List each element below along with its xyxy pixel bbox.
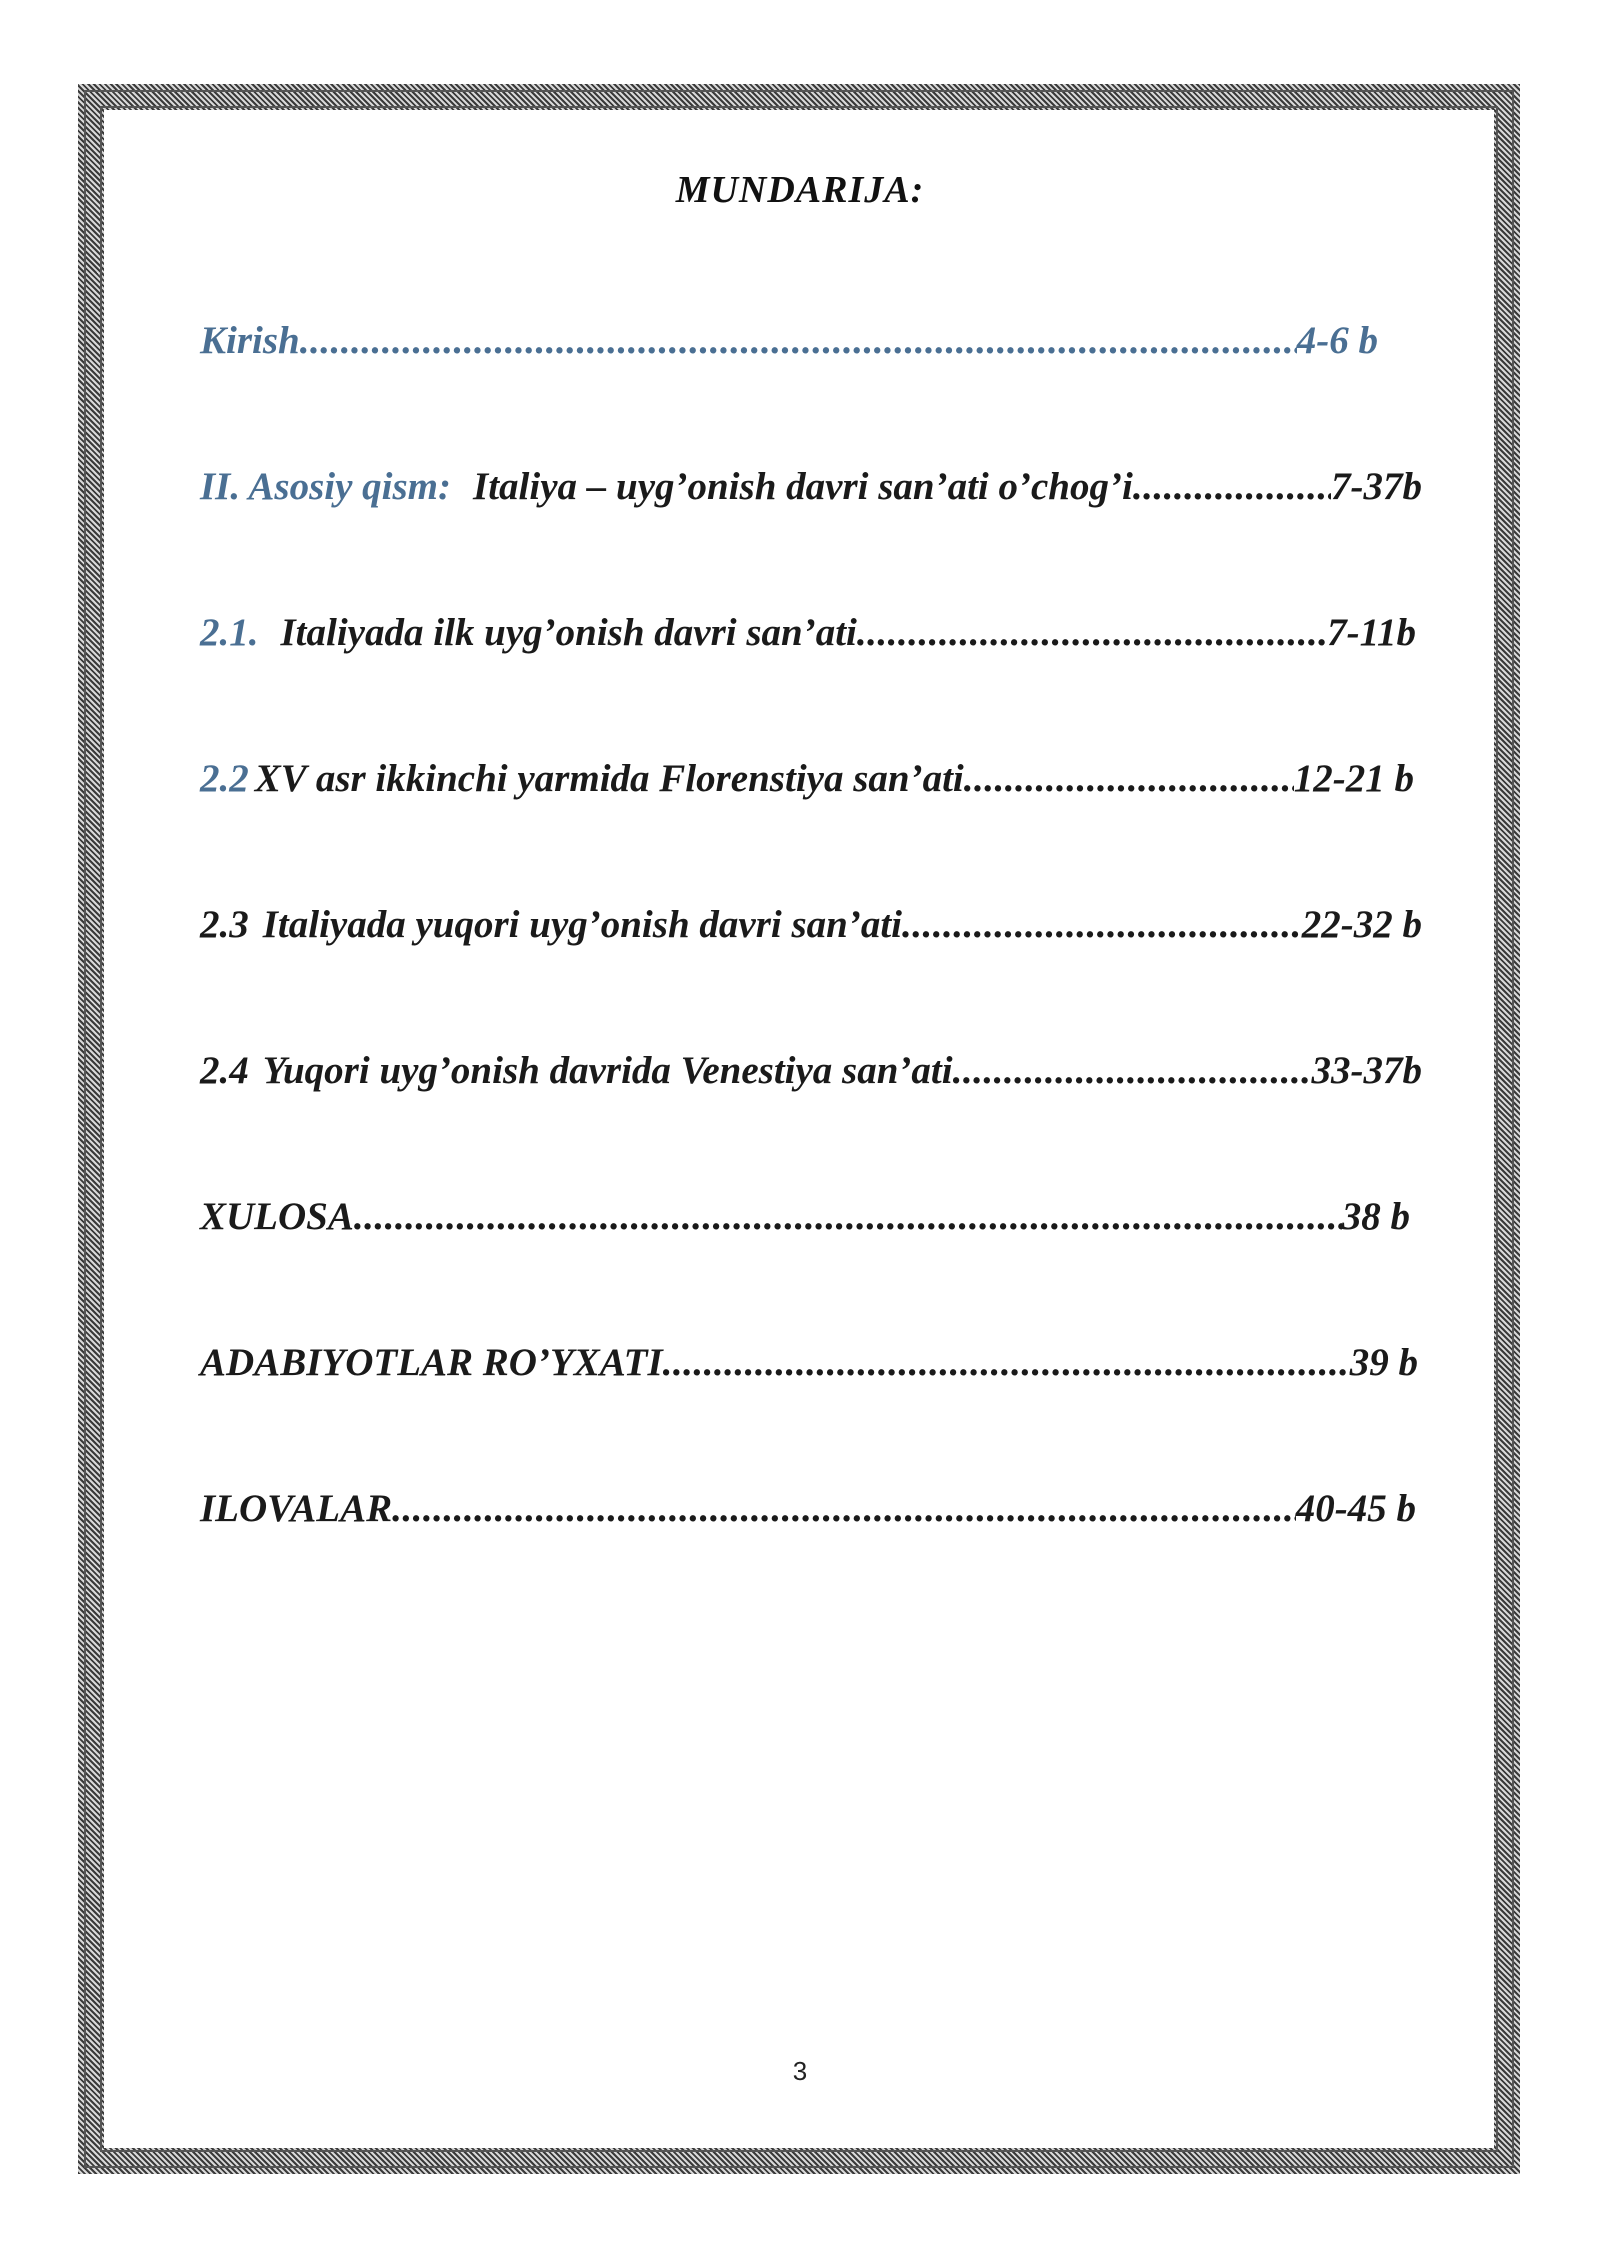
toc-leader-dots — [902, 902, 1302, 947]
toc-entry-pages: 4-6 b — [1296, 319, 1378, 362]
toc-entry-pages: 22-32 b — [1301, 903, 1422, 946]
toc-leader-dots — [857, 610, 1327, 655]
toc-entry-prefix: 2.3 — [200, 903, 249, 946]
toc-entry-2-3[interactable] — [200, 902, 1422, 952]
toc-entry-title: XULOSA — [200, 1195, 354, 1238]
toc-entry-2-1[interactable] — [200, 610, 1416, 660]
toc-entry-adabiyotlar[interactable] — [200, 1340, 1418, 1390]
toc-entry-title: Italiyada ilk uyg’onish davri san’ati — [280, 611, 857, 654]
toc-leader-dots — [300, 318, 1297, 363]
toc-entry-title: ADABIYOTLAR RO’YXATI — [200, 1341, 663, 1384]
toc-entry-pages: 40-45 b — [1295, 1487, 1416, 1530]
toc-entry-pages: 39 b — [1349, 1341, 1418, 1384]
toc-entry-ilovalar[interactable] — [200, 1486, 1416, 1536]
toc-entry-2-4[interactable] — [200, 1048, 1422, 1098]
toc-entry-pages: 33-37b — [1311, 1049, 1422, 1092]
toc-entry-kirish[interactable] — [200, 318, 1378, 368]
toc-entry-pages: 12-21 b — [1293, 757, 1414, 800]
toc-entry-2-2[interactable] — [200, 756, 1414, 806]
toc-entry-prefix: II. Asosiy qism: — [200, 465, 452, 508]
toc-entry-title: Kirish — [200, 319, 300, 362]
toc-entry-pages: 38 b — [1341, 1195, 1410, 1238]
toc-entry-prefix: 2.4 — [200, 1049, 249, 1092]
toc-entry-title: ILOVALAR — [200, 1487, 393, 1530]
toc-leader-dots — [392, 1486, 1296, 1531]
page-title: MUNDARIJA: — [675, 169, 925, 211]
page-number: 3 — [792, 2056, 808, 2086]
toc-leader-dots — [953, 1048, 1312, 1093]
toc-entry-prefix: 2.2 — [200, 757, 249, 800]
toc-entry-title: Yuqori uyg’onish davrida Venestiya san’ati — [262, 1049, 953, 1092]
toc-entry-pages: 7-11b — [1327, 611, 1416, 654]
toc-leader-dots — [1133, 464, 1331, 509]
toc-leader-dots — [964, 756, 1294, 801]
toc-entry-title: Italiya – uyg’onish davri san’ati o’chog’i — [473, 465, 1133, 508]
toc-entry-title: Italiyada yuqori uyg’onish davri san’ati — [262, 903, 902, 946]
toc-entry-prefix: 2.1. — [200, 611, 259, 654]
toc-entry-title: XV asr ikkinchi yarmida Florenstiya san’ati — [254, 757, 964, 800]
toc-leader-dots — [663, 1340, 1350, 1385]
toc-entry-pages: 7-37b — [1331, 465, 1422, 508]
decorative-page-border — [78, 84, 1520, 2174]
toc-entry-xulosa[interactable] — [200, 1194, 1410, 1244]
toc-entry-asosiy-qism[interactable] — [200, 464, 1422, 514]
toc-leader-dots — [354, 1194, 1342, 1239]
